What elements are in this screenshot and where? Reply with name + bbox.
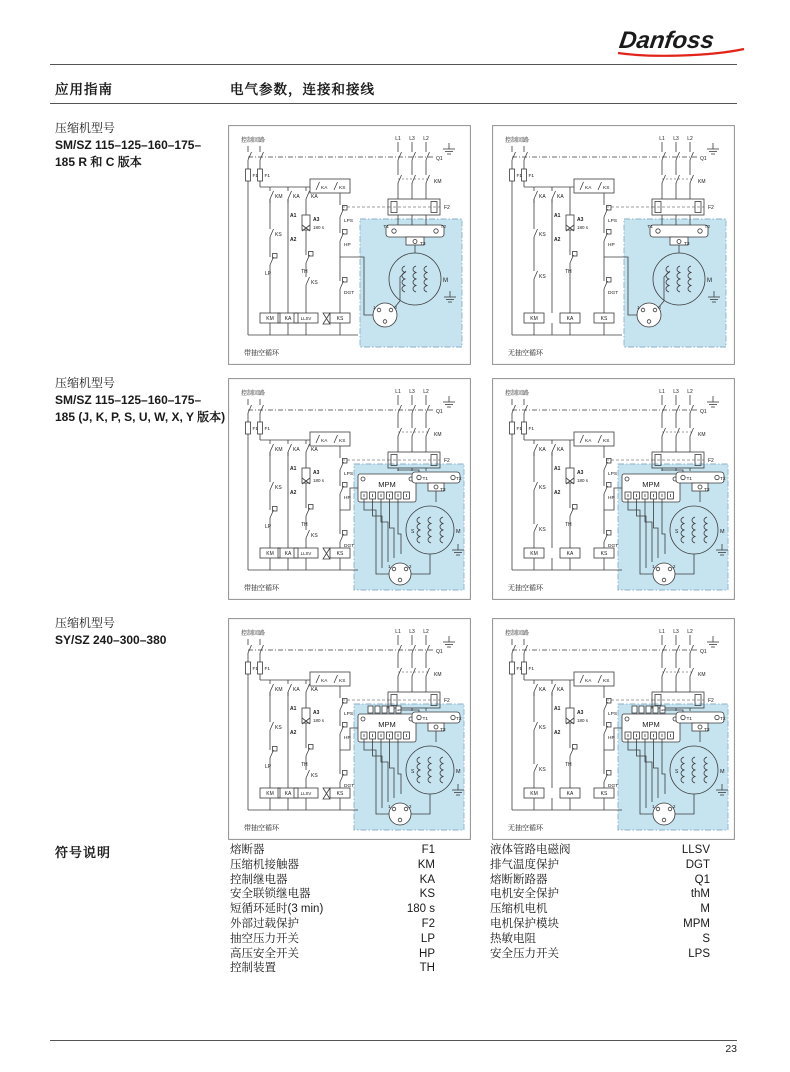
wiring-diagram-mpm-nopump (490, 378, 737, 600)
svg-text:KM: KM (530, 551, 538, 557)
legend-term: 压缩机电机 (490, 903, 548, 916)
legend-row (490, 858, 710, 873)
svg-text:A2: A2 (290, 730, 297, 736)
wiring-diagram-rc-pumpdown (228, 125, 471, 365)
svg-text:A1: A1 (290, 706, 297, 712)
legend-row (230, 887, 435, 902)
svg-text:LP: LP (265, 524, 272, 530)
svg-text:KS: KS (603, 679, 610, 684)
svg-text:F2: F2 (444, 205, 450, 211)
legend-term: 熔断断路器 (490, 873, 548, 886)
svg-text:L2: L2 (423, 629, 429, 635)
svg-text:HP: HP (344, 736, 351, 741)
svg-text:KS: KS (275, 485, 282, 491)
svg-text:KM: KM (530, 791, 538, 797)
svg-text:M: M (456, 769, 461, 775)
svg-text:TH: TH (301, 762, 308, 768)
legend-row (230, 932, 435, 947)
legend-row (230, 843, 435, 858)
legend-symbol: LLSV (681, 844, 710, 856)
legend-symbol: LPS (688, 947, 710, 960)
svg-text:1: 1 (636, 305, 640, 310)
section-model: SM/SZ 115–125–160–175– (55, 393, 202, 407)
svg-text:KS: KS (311, 280, 318, 286)
svg-text:KA: KA (566, 791, 574, 797)
page-number: 23 (725, 1043, 737, 1055)
svg-text:F1: F1 (528, 667, 535, 672)
svg-text:F1: F1 (264, 667, 271, 672)
svg-text:1: 1 (372, 305, 376, 310)
legend-row (490, 887, 710, 902)
svg-text:KS: KS (336, 791, 344, 797)
svg-text:KM: KM (434, 432, 442, 438)
svg-text:带抽空循环: 带抽空循环 (244, 350, 279, 357)
section-model: SY/SZ 240–300–380 (55, 633, 167, 647)
svg-text:1: 1 (651, 804, 655, 809)
svg-text:L2: L2 (423, 389, 429, 395)
svg-text:KA: KA (566, 316, 574, 322)
legend-column-right (490, 843, 710, 961)
legend-row (490, 932, 710, 947)
svg-text:KA: KA (585, 186, 592, 191)
svg-text:T3: T3 (420, 242, 426, 247)
svg-text:LLSV: LLSV (300, 791, 312, 796)
svg-text:KA: KA (539, 194, 546, 200)
svg-text:KS: KS (603, 439, 610, 444)
svg-text:A1: A1 (554, 706, 561, 712)
svg-text:TH: TH (301, 522, 308, 528)
legend-term: 排气温度保护 (490, 858, 559, 871)
wiring-diagram-sy-pumpdown (228, 618, 471, 840)
svg-text:L1: L1 (395, 136, 401, 142)
header-title: 电气参数，连接和接线 (230, 82, 375, 97)
svg-text:2: 2 (673, 564, 676, 569)
svg-text:2: 2 (673, 804, 676, 809)
svg-text:HP: HP (608, 243, 615, 248)
svg-text:F2: F2 (444, 698, 450, 704)
svg-text:无抽空循环: 无抽空循环 (508, 585, 543, 592)
svg-text:KS: KS (539, 232, 546, 238)
svg-text:L3: L3 (673, 389, 679, 395)
svg-text:TH: TH (301, 269, 308, 275)
svg-text:A2: A2 (290, 237, 297, 243)
legend-column-left (230, 843, 435, 976)
legend-symbol: DGT (685, 858, 710, 871)
svg-text:F1: F1 (264, 174, 271, 179)
legend-symbol: KA (419, 873, 435, 886)
section-title-2 (55, 375, 225, 426)
legend-symbol: F1 (421, 844, 435, 856)
svg-text:MPM: MPM (378, 480, 396, 489)
svg-text:S: S (411, 529, 415, 535)
svg-text:KM: KM (434, 672, 442, 678)
svg-text:KM: KM (266, 316, 274, 322)
svg-text:F1: F1 (264, 427, 271, 432)
svg-text:KS: KS (311, 533, 318, 539)
svg-text:KA: KA (321, 679, 328, 684)
svg-text:L1: L1 (659, 136, 665, 142)
legend-term: 控制继电器 (230, 873, 288, 886)
svg-text:T2: T2 (720, 477, 726, 482)
svg-text:KM: KM (434, 179, 442, 185)
legend-term: 热敏电阻 (490, 932, 536, 945)
svg-text:KM: KM (275, 194, 283, 200)
svg-text:Q1: Q1 (436, 156, 443, 162)
svg-text:F1: F1 (516, 667, 523, 672)
svg-text:T1: T1 (647, 225, 653, 230)
wiring-diagram-sy-nopump (490, 618, 737, 840)
svg-text:A3: A3 (577, 217, 584, 223)
svg-text:A2: A2 (554, 237, 561, 243)
legend-symbol: 180 s (406, 903, 435, 916)
svg-text:A2: A2 (290, 490, 297, 496)
svg-text:A3: A3 (577, 470, 584, 476)
svg-text:控制回路: 控制回路 (505, 138, 530, 144)
svg-text:KA: KA (539, 447, 546, 453)
section-title-1 (55, 120, 201, 171)
svg-text:Q1: Q1 (436, 649, 443, 655)
svg-text:控制回路: 控制回路 (241, 631, 266, 637)
legend-symbol: TH (419, 962, 435, 975)
svg-text:A3: A3 (313, 470, 320, 476)
svg-text:F1: F1 (528, 174, 535, 179)
svg-text:KS: KS (339, 439, 346, 444)
svg-text:DGT: DGT (608, 544, 619, 549)
svg-text:A1: A1 (290, 466, 297, 472)
svg-text:L1: L1 (395, 629, 401, 635)
svg-text:KM: KM (275, 687, 283, 693)
svg-text:F2: F2 (444, 458, 450, 464)
svg-text:KA: KA (566, 551, 574, 557)
legend-symbol: S (702, 932, 710, 945)
svg-text:L1: L1 (659, 629, 665, 635)
svg-text:KM: KM (530, 316, 538, 322)
svg-text:L3: L3 (409, 389, 415, 395)
svg-text:KS: KS (600, 791, 608, 797)
legend-term: 安全联锁继电器 (230, 888, 311, 901)
svg-text:KA: KA (284, 551, 292, 557)
svg-text:KA: KA (557, 687, 564, 693)
legend-term: 电机安全保护 (490, 888, 559, 901)
svg-text:F1: F1 (252, 667, 259, 672)
svg-text:KA: KA (557, 447, 564, 453)
svg-text:L2: L2 (687, 629, 693, 635)
svg-text:Q1: Q1 (700, 156, 707, 162)
legend-row (230, 947, 435, 962)
svg-text:KS: KS (539, 485, 546, 491)
legend-row (490, 873, 710, 888)
svg-text:HP: HP (608, 496, 615, 501)
svg-text:KM: KM (266, 791, 274, 797)
svg-text:KS: KS (336, 551, 344, 557)
danfoss-logo-text: Danfoss (617, 27, 716, 54)
svg-text:180 s: 180 s (577, 478, 589, 483)
svg-text:T2: T2 (456, 717, 462, 722)
danfoss-logo (612, 22, 752, 62)
svg-text:HP: HP (608, 736, 615, 741)
svg-text:Q1: Q1 (700, 649, 707, 655)
svg-text:KA: KA (311, 447, 318, 453)
svg-text:KA: KA (585, 439, 592, 444)
svg-text:L3: L3 (673, 136, 679, 142)
svg-text:T1: T1 (422, 477, 429, 482)
svg-text:L1: L1 (659, 389, 665, 395)
svg-text:T1: T1 (686, 477, 693, 482)
svg-text:M: M (456, 529, 461, 535)
svg-text:A1: A1 (290, 213, 297, 219)
svg-text:T1: T1 (383, 225, 389, 230)
svg-text:M: M (720, 769, 725, 775)
svg-text:180 s: 180 s (313, 225, 325, 230)
legend-symbol: LP (420, 932, 435, 945)
svg-text:T3: T3 (684, 242, 690, 247)
svg-text:2: 2 (394, 305, 398, 310)
svg-text:T3: T3 (440, 488, 446, 493)
svg-text:1: 1 (387, 564, 391, 569)
svg-text:2: 2 (658, 305, 662, 310)
svg-text:LPS: LPS (344, 712, 354, 717)
svg-text:M: M (707, 278, 712, 284)
svg-text:L3: L3 (673, 629, 679, 635)
legend-row (490, 917, 710, 932)
svg-text:DGT: DGT (608, 291, 619, 296)
svg-text:KA: KA (293, 447, 300, 453)
svg-text:KS: KS (336, 316, 344, 322)
svg-text:T2: T2 (720, 717, 726, 722)
svg-text:KS: KS (539, 274, 546, 280)
svg-text:2: 2 (409, 804, 412, 809)
svg-text:控制回路: 控制回路 (505, 391, 530, 397)
svg-text:KA: KA (557, 194, 564, 200)
svg-text:S: S (675, 529, 679, 535)
legend-row (490, 902, 710, 917)
svg-text:KS: KS (600, 551, 608, 557)
section-heading: 压缩机型号 (55, 121, 116, 135)
svg-text:无抽空循环: 无抽空循环 (508, 825, 543, 832)
svg-text:180 s: 180 s (313, 718, 325, 723)
svg-text:A3: A3 (577, 710, 584, 716)
top-rule (50, 64, 737, 65)
svg-text:KA: KA (321, 439, 328, 444)
svg-text:T1: T1 (422, 717, 429, 722)
svg-text:T2: T2 (456, 477, 462, 482)
svg-text:Q1: Q1 (700, 409, 707, 415)
legend-symbol: Q1 (694, 873, 710, 886)
svg-text:带抽空循环: 带抽空循环 (244, 825, 279, 832)
svg-text:KM: KM (266, 551, 274, 557)
svg-text:L3: L3 (409, 629, 415, 635)
svg-text:F2: F2 (708, 458, 714, 464)
header-rule (50, 103, 737, 104)
svg-text:T1: T1 (686, 717, 693, 722)
svg-text:180 s: 180 s (313, 478, 325, 483)
svg-text:F2: F2 (708, 698, 714, 704)
legend-row (230, 917, 435, 932)
svg-text:KS: KS (275, 725, 282, 731)
svg-text:KS: KS (339, 186, 346, 191)
svg-text:MPM: MPM (642, 480, 660, 489)
svg-text:KS: KS (539, 767, 546, 773)
svg-text:T2: T2 (704, 225, 711, 230)
svg-text:控制回路: 控制回路 (505, 631, 530, 637)
svg-text:180 s: 180 s (577, 718, 589, 723)
section-model: 185 R 和 C 版本 (55, 155, 142, 169)
svg-text:KS: KS (603, 186, 610, 191)
svg-text:L1: L1 (395, 389, 401, 395)
legend-term: 电机保护模块 (490, 917, 559, 930)
svg-text:DGT: DGT (608, 784, 619, 789)
svg-text:带抽空循环: 带抽空循环 (244, 585, 279, 592)
svg-text:HP: HP (344, 243, 351, 248)
legend-term: 短循环延时(3 min) (230, 903, 324, 916)
svg-text:L3: L3 (409, 136, 415, 142)
legend-symbol: KM (417, 858, 435, 871)
svg-text:LP: LP (265, 271, 272, 277)
svg-text:KA: KA (311, 687, 318, 693)
svg-text:KA: KA (539, 687, 546, 693)
legend-row (230, 858, 435, 873)
svg-text:A3: A3 (313, 710, 320, 716)
svg-text:S: S (411, 769, 415, 775)
svg-text:KS: KS (539, 527, 546, 533)
svg-text:F1: F1 (252, 174, 259, 179)
legend-term: 熔断器 (230, 844, 265, 856)
svg-text:F1: F1 (252, 427, 259, 432)
svg-text:KA: KA (293, 687, 300, 693)
legend-row (230, 902, 435, 917)
svg-text:A1: A1 (554, 213, 561, 219)
svg-text:控制回路: 控制回路 (241, 391, 266, 397)
section-model: SM/SZ 115–125–160–175– (55, 138, 202, 152)
svg-text:A2: A2 (554, 730, 561, 736)
svg-text:1: 1 (651, 564, 655, 569)
legend-term: 安全压力开关 (490, 947, 559, 960)
legend-title: 符号说明 (55, 845, 112, 860)
svg-text:2: 2 (409, 564, 412, 569)
svg-text:控制回路: 控制回路 (241, 138, 266, 144)
svg-text:M: M (443, 278, 448, 284)
legend-symbol: MPM (683, 917, 710, 930)
svg-text:KA: KA (284, 791, 292, 797)
svg-text:MPM: MPM (378, 720, 396, 729)
svg-text:LLSV: LLSV (300, 316, 312, 321)
svg-text:T2: T2 (440, 225, 447, 230)
svg-text:KS: KS (339, 679, 346, 684)
wiring-diagram-rc-nopump (490, 125, 737, 365)
svg-text:TH: TH (565, 762, 572, 768)
legend-term: 高压安全开关 (230, 947, 299, 960)
svg-text:无抽空循环: 无抽空循环 (508, 350, 543, 357)
svg-text:LPS: LPS (608, 219, 618, 224)
svg-text:LPS: LPS (344, 219, 354, 224)
svg-text:LP: LP (265, 764, 272, 770)
svg-text:T3: T3 (704, 728, 710, 733)
svg-text:LPS: LPS (608, 472, 618, 477)
wiring-diagram-mpm-pumpdown (228, 378, 471, 600)
svg-text:LPS: LPS (608, 712, 618, 717)
svg-text:A3: A3 (313, 217, 320, 223)
section-model: 185 (J, K, P, S, U, W, X, Y 版本) (55, 410, 226, 424)
legend-symbol: thM (690, 888, 710, 901)
svg-text:KA: KA (293, 194, 300, 200)
svg-text:T3: T3 (704, 488, 710, 493)
svg-text:T3: T3 (440, 728, 446, 733)
svg-text:KA: KA (284, 316, 292, 322)
svg-text:KA: KA (585, 679, 592, 684)
svg-text:TH: TH (565, 269, 572, 275)
legend-symbol: HP (419, 947, 435, 960)
svg-text:L2: L2 (687, 389, 693, 395)
svg-text:LLSV: LLSV (300, 551, 312, 556)
legend-row (490, 947, 710, 962)
svg-text:KA: KA (321, 186, 328, 191)
svg-text:MPM: MPM (642, 720, 660, 729)
legend-row (230, 873, 435, 888)
svg-text:L2: L2 (423, 136, 429, 142)
legend-row (490, 843, 710, 858)
svg-text:L2: L2 (687, 136, 693, 142)
svg-text:A1: A1 (554, 466, 561, 472)
svg-text:KM: KM (698, 432, 706, 438)
svg-text:TH: TH (565, 522, 572, 528)
svg-text:DGT: DGT (344, 544, 355, 549)
svg-text:Q1: Q1 (436, 409, 443, 415)
svg-text:F1: F1 (528, 427, 535, 432)
svg-text:HP: HP (344, 496, 351, 501)
svg-text:M: M (720, 529, 725, 535)
legend-symbol: KS (419, 888, 435, 901)
header-left: 应用指南 (55, 82, 113, 97)
svg-text:1: 1 (387, 804, 391, 809)
legend-term: 抽空压力开关 (230, 932, 299, 945)
legend-term: 控制装置 (230, 962, 276, 975)
svg-text:DGT: DGT (344, 291, 355, 296)
footer-rule (50, 1040, 737, 1041)
legend-term: 压缩机接触器 (230, 858, 299, 871)
svg-text:KS: KS (600, 316, 608, 322)
svg-text:KA: KA (311, 194, 318, 200)
svg-text:A2: A2 (554, 490, 561, 496)
svg-text:DGT: DGT (344, 784, 355, 789)
svg-text:KS: KS (275, 232, 282, 238)
svg-text:F1: F1 (516, 427, 523, 432)
section-heading: 压缩机型号 (55, 616, 116, 630)
svg-text:KM: KM (275, 447, 283, 453)
section-title-3 (55, 615, 166, 649)
legend-symbol: F2 (421, 917, 435, 930)
legend-symbol: M (700, 903, 710, 916)
section-heading: 压缩机型号 (55, 376, 116, 390)
legend-term: 液体管路电磁阀 (490, 844, 571, 856)
svg-text:KS: KS (311, 773, 318, 779)
svg-text:KS: KS (539, 725, 546, 731)
svg-text:LPS: LPS (344, 472, 354, 477)
legend-term: 外部过载保护 (230, 917, 299, 930)
svg-text:S: S (675, 769, 679, 775)
svg-text:F1: F1 (516, 174, 523, 179)
svg-text:KM: KM (698, 672, 706, 678)
legend-row (230, 961, 435, 976)
svg-text:KM: KM (698, 179, 706, 185)
svg-text:180 s: 180 s (577, 225, 589, 230)
svg-text:F2: F2 (708, 205, 714, 211)
